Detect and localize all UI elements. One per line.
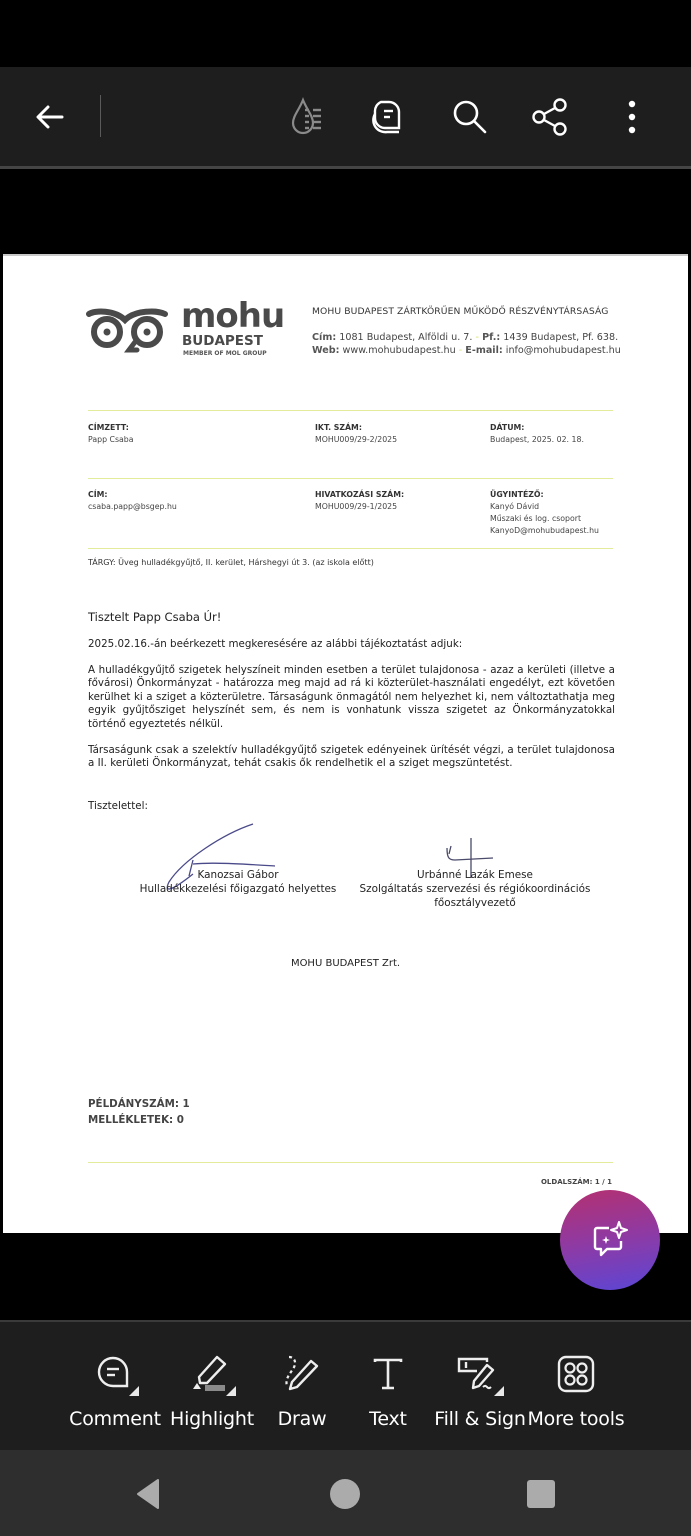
company-address [312,331,621,357]
field-label: CÍMZETT: [88,423,129,432]
pdf-page[interactable] [3,254,688,1233]
field-label: ÜGYINTÉZŐ: [490,490,544,499]
signatory-name: Kanozsai Gábor [197,869,279,881]
tools-bar [0,1320,691,1452]
more-vertical-icon [626,99,638,135]
signatory-title: Hulladékkezelési főigazgató helyettes [139,883,337,895]
field-value: Műszaki és log. csoport [490,514,582,523]
field-label: CÍM: [88,490,108,499]
field-value: KanyoD@mohubudapest.hu [490,526,599,535]
field-value: Papp Csaba [88,435,134,444]
more-options-button[interactable] [610,95,654,139]
liquid-mode-icon [287,96,329,138]
body-paragraph: Társaságunk csak a szelektív hulladékgyűjtő szigetek edényeinek ürítését végzi, a terület tulajdonosa a II. kerületi Önkormányzat, tehát csakis ők rendelhetik el a sziget megszüntetést. [88,744,615,770]
copies-label: PÉLDÁNYSZÁM: [88,1098,179,1110]
submenu-indicator [129,1386,139,1396]
back-arrow-icon [32,99,68,135]
field-cimzett [88,422,134,446]
attachments-line [88,1112,190,1128]
comments-list-button[interactable] [366,95,410,139]
tool-draw[interactable] [252,1350,352,1430]
copies-block [88,1096,190,1128]
tool-label: Text [369,1408,407,1430]
system-nav-bar [0,1450,691,1536]
document-content [3,256,688,1233]
nav-back-icon [134,1478,164,1510]
tool-label: More tools [527,1408,625,1430]
email-label: E-mail: [465,345,503,356]
company-name: MOHU BUDAPEST ZÁRTKÖRŰEN MŰKÖDŐ RÉSZVÉNYTÁRSASÁG [312,306,609,317]
field-hivatkozasi-szam [315,489,404,513]
field-value: MOHU009/29-1/2025 [315,502,398,511]
comments-list-icon [367,96,409,138]
field-value: MOHU009/29-2/2025 [315,435,398,444]
search-icon [450,97,490,137]
web-label: Web: [312,345,340,356]
liquid-mode-button[interactable] [286,95,330,139]
subject-line [88,558,374,567]
ai-assistant-button[interactable] [560,1190,660,1290]
web-value: www.mohubudapest.hu [342,345,456,356]
tool-highlight[interactable] [162,1350,262,1430]
cim-label: Cím: [312,332,337,343]
tool-label: Comment [69,1408,161,1430]
divider-rule [88,1162,613,1163]
more-tools-icon [556,1354,596,1394]
field-datum [490,422,584,446]
pf-label: Pf.: [482,332,501,343]
intro-paragraph: 2025.02.16.-án beérkezett megkeresésére az alábbi tájékoztatást adjuk: [88,638,463,650]
share-icon [529,96,571,138]
field-value: Kanyó Dávid [490,502,540,511]
search-button[interactable] [448,95,492,139]
page-number [541,1178,612,1186]
separator: - [458,345,463,356]
company-short-name: MOHU BUDAPEST Zrt. [290,958,401,969]
tool-text[interactable] [338,1350,438,1430]
field-cim [88,489,177,513]
cim-value: 1081 Budapest, Alföldi u. 7. [339,332,473,343]
nav-recents-button[interactable] [519,1476,563,1512]
copies-value: 1 [182,1098,190,1110]
body-paragraph: A hulladékgyűjtő szigetek helyszíneit minden esetben a terület tulajdonosa - azaz a kerületi (illetve a fővárosi) Önkormányzat - határozza meg majd ad rá ki közterület-használati engedélyt, ezt követően kerülhet ki a sziget a közterületre. Társaságunk önmagától nem helyezhet ki, nem változtathatja meg egyik gyűjtősziget helyszínét sem, és nem is vonhatunk vissza szigetet az Önkormányzatokkal történő egyeztetés nélkül. [88,664,615,730]
greeting: Tisztelt Papp Csaba Úr! [88,610,222,624]
tool-more-tools[interactable] [526,1350,626,1430]
page-number-value: 1 / 1 [594,1178,612,1186]
field-label: DÁTUM: [490,423,525,432]
field-label: HIVATKOZÁSI SZÁM: [315,490,405,499]
status-bar [0,0,691,67]
attachments-value: 0 [176,1114,184,1126]
ai-assistant-icon [589,1219,631,1261]
field-label: IKT. SZÁM: [315,423,362,432]
mohu-logo [85,296,285,358]
attachments-label: MELLÉKLETEK: [88,1114,174,1126]
signatory-name: Urbánné Lazák Emese [417,869,533,881]
field-ikt-szam [315,422,397,446]
subject-label: TÁRGY: [88,558,116,567]
tool-label: Draw [277,1408,327,1430]
nav-back-button[interactable] [127,1476,171,1512]
divider-rule [88,478,613,479]
nav-home-icon [329,1478,361,1510]
nav-home-button[interactable] [323,1476,367,1512]
toolbar-divider [100,95,101,137]
page-number-label: OLDALSZÁM: [540,1178,593,1186]
field-value: csaba.papp@bsgep.hu [88,502,177,511]
address-line [312,331,621,344]
back-button[interactable] [28,95,72,139]
nav-recents-icon [526,1479,556,1509]
top-app-bar [0,67,691,169]
tool-comment[interactable] [65,1350,165,1430]
logo-tagline: MEMBER OF MOL GROUP [183,350,267,357]
signatory-2 [355,868,595,910]
separator: - [475,332,479,343]
draw-icon [281,1353,323,1395]
web-line [312,344,621,357]
logo-brand: mohu [181,296,285,336]
divider-rule [88,548,613,549]
submenu-indicator [226,1386,236,1396]
pf-value: 1439 Budapest, Pf. 638. [503,332,619,343]
signatory-1 [123,868,353,896]
email-value: info@mohubudapest.hu [505,345,621,356]
subject-value: Üveg hulladékgyűjtő, II. kerület, Hárshegyi út 3. (az iskola előtt) [118,558,374,567]
field-ugyintezo [490,489,599,537]
mohu-owl-icon [85,306,169,354]
field-value: Budapest, 2025. 02. 18. [490,435,584,444]
logo-city: BUDAPEST [182,333,263,349]
share-button[interactable] [528,95,572,139]
divider-rule [88,410,613,411]
copies-line [88,1096,190,1112]
tool-label: Fill & Sign [434,1408,526,1430]
signatory-title: Szolgáltatás szervezési és régiókoordinációs főosztályvezető [359,883,591,909]
text-icon [370,1356,406,1392]
closing: Tisztelettel: [88,800,148,812]
tool-label: Highlight [170,1408,254,1430]
tool-fill-sign[interactable] [430,1350,530,1430]
submenu-indicator [494,1386,504,1396]
